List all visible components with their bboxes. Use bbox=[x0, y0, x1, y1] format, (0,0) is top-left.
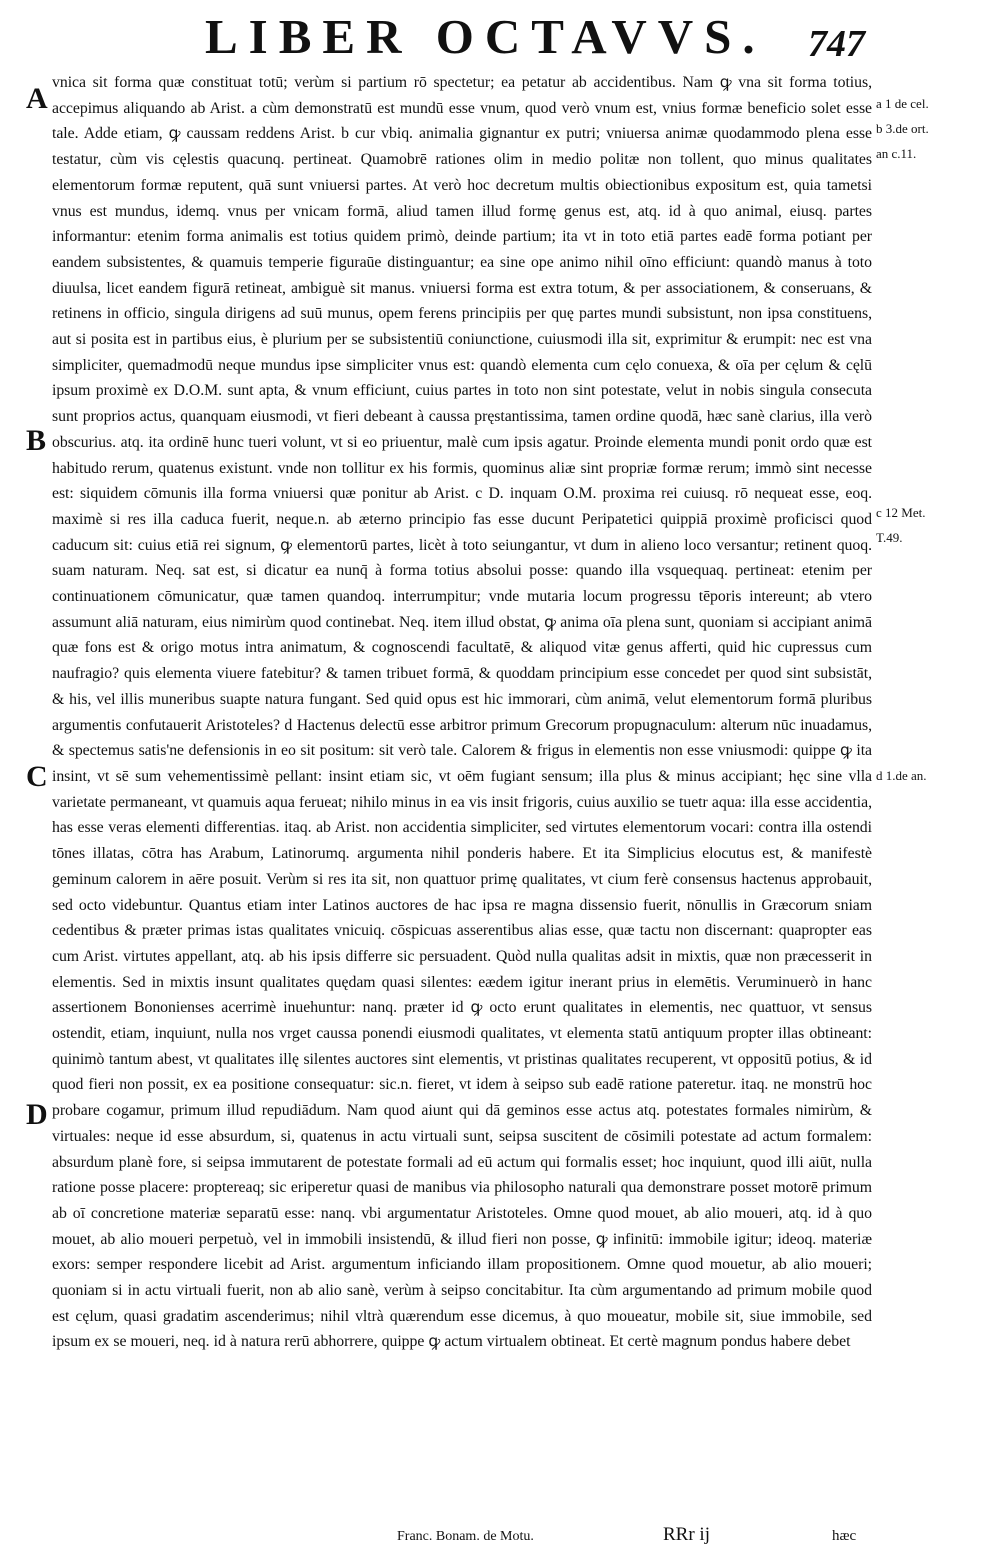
section-marker-c: C bbox=[26, 760, 48, 793]
running-title: LIBER OCTAVVS. bbox=[205, 9, 766, 64]
page-number: 747 bbox=[808, 23, 865, 65]
marginal-note-a-b: a 1 de cel. b 3.de ort. an c.11. bbox=[876, 96, 929, 161]
section-marker-a: A bbox=[26, 82, 48, 115]
body-paragraph: vnica sit forma quæ constituat totū; verùm si partium rō spectetur; ea petatur ab accidentibus. Nam ꝙ vna sit forma totius, accepimus aliquando ab Arist. a cùm demonstratū est mundū esse vnum, quod verò vnum est, vnius formæ beneficio solet esse tale. Adde etiam, ꝙ caussam reddens Arist. b cur vbiq. animalia gignantur ex putri; vniuersa animæ quodammodo plena esse testatur, cùm vis cęlestis quacunq. pertineat. Quamobrē rationes olim in medio politæ non tollent, quo minus qualitates elementorum formæ reputent, quā sunt vniuersi partes. At verò hoc decretum multis obiectionibus expositum est, quia tametsi vnus est mundus, idemq. vnus per vnicam formā, aliud tamen illud formę genus est, atq. id à quo animal, eiusq. partes informantur: etenim forma animalis est totius quidem primò, deinde partium; ita vt in toto etiā partes eadē forma potiant per eandem subsistentes, & quamuis temperie figuraūe distinguantur; ea sine ope animo nihil oīno efficiunt: quandò manus à toto diuulsa, licet eandem figurā retineat, ambiguè sit manus. vniuersi forma est extra totum, & per associationem, & conseruans, & retinens in officio, singula dirigens ad suū munus, opem ferens principiis per quę partes mundi subsistunt, non ipsa constituens, aut si posita est in partibus eius, è plurium per se subsistentiū coniunctione, cuiusmodi illa sit, exprimitur & erumpit: nec est vna simpliciter, quemadmodū neque mundus ipse simpliciter vnus est: quandò elementa cum cęlo conuexa, & oīa per cęlum & cęlū ipsum proximè ex D.O.M. sunt apta, & vnum efficiunt, cuius partes in toto non sint potestate, velut in nobis singula consecuta sunt proprios actus, quanquam eiusmodi, vt fieri debeant à caussa pręstantissima, tamen ordine quodā, hæc sanè clarius, illa verò obscurius. atq. ita ordinē hunc tueri volunt, vt si eo priuentur, malè cum ipsis agatur. Proinde elementa mundi ponit ordo quæ est habitudo rerum, quatenus existunt. vnde non tollitur ex his formis, quominus aliæ sint propriæ formæ rerum; immò sint necesse est: siquidem cōmunis illa forma vniuersi quæ ponitur ab Arist. c D. inquam O.M. proxima rei cuiusq. rō nequeat esse, eoq. maximè si res illa caduca fuerit, neque.n. ab æterno principio fas esse ducunt Peripatetici quippiā proximè proficisci quod caducum sit: cuius etiā rei signum, ꝙ elementorū partes, licèt à toto seiungantur, vt dum in alieno loco versantur; retinent quoq. suam naturam. Neq. sat est, si dicatur ea nunq̄ à forma totius absolui posse: quando illa vsquequaq. pertineat: etenim per continuationem cōmunicatur, quæ tamen quandoq. interrumpitur; vnde mutaria locum progressu tēporis intereunt; ab vtero assumunt aliā naturam, eius nimirùm quod continebat. Neq. item illud obstat, ꝙ anima oīa plena sunt, quoniam si accipiant animā quæ fons est & origo motus intra animatum, & cognoscendi facultatē, & aliquod vitæ genus afferti, quid hic cupressus cum naufragio? quis elementa viuere fatebitur? & tamen tribuet formā, & quoddam principium esse concedet per quod sint subsistāt, & his, vel illis muneribus suapte natura fungant. Sed quid opus est hic immorari, cùm animā, velut elementorum formā pluribus argumentis confutauerit Aristoteles? d Hactenus delectū esse arbitror primum Grecorum propugnaculum: alterum nūc inuadamus, & spectemus satis'ne defensionis in eo sit positum: sit verò tale. Calorem & frigus in elementis non esse vniusmodi: quippe ꝙ ita insint, vt sē sum vehementissimè pellant: insint etiam sic, vt oēm fugiant sensum; illa plus & minus accipiant; hęc sine vlla varietate permaneant, vt quamuis aqua ferueat; nihilo minus in ea vis insit frigoris, cuius auxilio se tuetr aqua: illa esse accidentia, has esse veras elementi differentias. itaq. ab Arist. non accidentia simpliciter, sed virtutes elementorum vocari: contra illa ostendi tōnes illatas, cōtra has Arabum, Latinorumq. argumenta nihil ponderis habere. Et ita Simplicius elocutus est, & manifestè geminum calorem in aēre posuit. Verùm si res ita sit, non quattuor primę qualitates, vt cium ferè consensus hactenus approbauit, sed octo videbuntur. Quantus etiam inter Latinos auctores de hac ipsa re magna dissensio fuerit, nōnullis in Græcorum sniam cedentibus & præter primas istas qualitates vnicuiq. cōspicuas asserentibus alias esse, quæ tactu non discernant: quapropter eas cum Arist. virtutes appellant, atq. ab his ipsis differre sic persuadent. Quòd nulla qualitas adsit in mixtis, quæ non præcesserit in elementis. Sed in mixtis insunt qualitates quędam quasi silentes: eædem igitur inerant prius in elemētis. Veruminuerò in hanc assertionem Bononienses acerrimè inuehuntur: nanq. præter id ꝙ octo erunt qualitates in elementis, nec quattuor, vt sensus ostendit, etiam, inquiunt, nulla nos vrget caussa ponendi eiusmodi qualitates, vt elementa statū antiquum propter illas obtineant: quinimò tantum abest, vt qualitates illę silentes auctores sint elementis, vt pristinas qualitates recuperent, vt oppositū potius, & id quod fieri non possit, ex ea positione consequatur: sic.n. fieret, vt idem à seipso sub eadē ratione pateretur. itaq. ne monstrū hoc probare cogamur, primum illud repudiādum. Nam quod aiunt qui dā geminos esse actus atq. potestates formales nimirùm, & virtuales: neque id esse absurdum, si, quatenus in actu virtuali sunt, seipsa suscitent de cōsimili potestate ad actum formalem: absurdum planè fore, si seipsa immutarent de potestate formali ad eū actum qui formalis esset; hoc inquiunt, quod illi aiūt, nulla ratione posse placere: proptereaq; sic eriperetur quasi de manibus via philosopho naturali qua demonstrare posset motorē primum ab oī concretione materiæ separatū esse: nanq. vbi argumentatur Aristoteles. Omne quod mouet, ab alio moueri, atq. id à quo mouet, ab alio moueri perpetuò, vel in immobili insistendū, & illud fieri non posse, ꝙ infinitū: immobile igitur; ideoq. materiæ exors: semper respondere licebit ad Arist. argumentum inficiando illam propositionem. Omne quod mouetur, ab alio moueri; quoniam si in actu virtuali fuerit, non ab alio sanè, verùm à seipso concitabitur. Ita cùm argumentando ad primum mobile quod est cęlum, quasi gradatim ascenderimus; nihil vltrà quærendum esse dicemus, à quo moueatur, mobile sit, siue immobile, sed ipsum ex se moueri, neq. id à natura rerū abhorrere, quippe ꝙ actum virtualem obtineat. Et certè magnum pondus habere debet bbox=[52, 74, 872, 1351]
section-marker-b: B bbox=[26, 424, 47, 457]
marginal-note-c: c 12 Met. T.49. bbox=[876, 505, 926, 545]
main-body-text bbox=[52, 70, 872, 1355]
footer-signature: Franc. Bonam. de Motu. bbox=[397, 1529, 534, 1544]
footer-signature-mark: RRr ij bbox=[663, 1524, 710, 1545]
footer-catchword: hæc bbox=[832, 1528, 857, 1544]
marginal-note-d: d 1.de an. bbox=[876, 768, 927, 783]
section-marker-d: D bbox=[26, 1098, 48, 1131]
